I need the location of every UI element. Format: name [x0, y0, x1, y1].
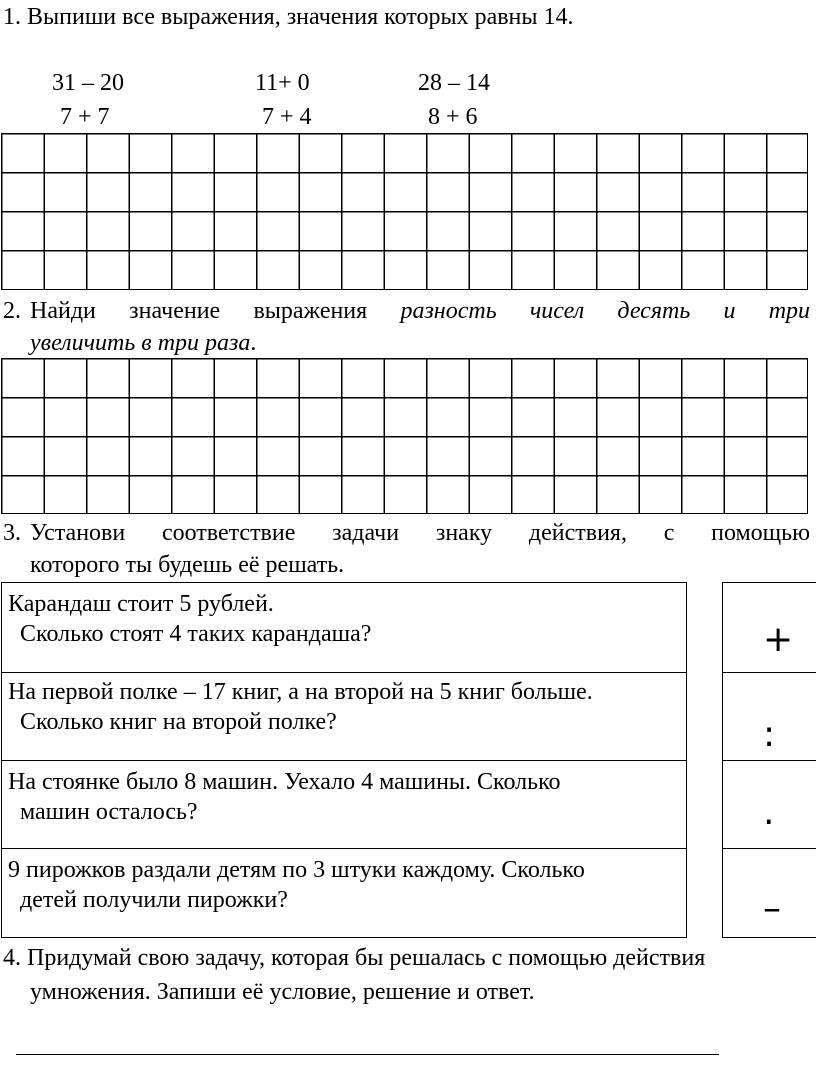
- task4-text: Придумай свою задачу, которая бы решалась с помощью действия: [27, 945, 706, 971]
- problem-row[interactable]: [2, 672, 686, 760]
- problem-line2: Сколько книг на второй полке?: [20, 709, 337, 735]
- problem-row[interactable]: [2, 848, 686, 936]
- minus-sign: –: [763, 888, 781, 929]
- task1-number: 1.: [3, 4, 21, 30]
- task3-number: 3.: [3, 520, 21, 546]
- expression: 31 – 20: [52, 70, 124, 96]
- problem-line2: Сколько стоят 4 таких карандаша?: [20, 621, 372, 647]
- answer-grid-2[interactable]: [1, 358, 808, 514]
- word: выражения: [253, 298, 368, 324]
- task1-heading: [3, 2, 574, 32]
- multiplication-sign: ·: [763, 802, 775, 843]
- period: .: [250, 330, 257, 356]
- italic-word: десять: [617, 298, 691, 324]
- sign-cell[interactable]: [723, 760, 816, 848]
- task2-line2: [30, 328, 256, 358]
- task1-text: Выпиши все выражения, значения которых равны 14.: [27, 4, 574, 30]
- problem-line1: 9 пирожков раздали детям по 3 штуки каждому. Сколько: [8, 857, 585, 883]
- word: помощью: [711, 520, 811, 546]
- word: значение: [129, 298, 221, 324]
- problem-line1: Карандаш стоит 5 рублей.: [8, 591, 274, 617]
- word: соответствие: [161, 520, 296, 546]
- plus-sign: +: [763, 619, 794, 660]
- signs-column: [722, 582, 816, 938]
- answer-line[interactable]: [16, 1054, 719, 1055]
- word: действия,: [528, 520, 627, 546]
- expression: 11+ 0: [255, 70, 310, 96]
- task2-line1: [30, 296, 810, 326]
- italic-word: разность: [400, 298, 497, 324]
- word: Установи: [30, 520, 126, 546]
- expression: 8 + 6: [428, 104, 478, 130]
- italic-word: и: [723, 298, 736, 324]
- task3-line2: которого ты будешь её решать.: [30, 552, 345, 578]
- italic-phrase: увеличить в три раза: [30, 330, 251, 356]
- problem-line1: На стоянке было 8 машин. Уехало 4 машины. Сколько: [8, 769, 561, 795]
- word: знаку: [435, 520, 493, 546]
- word: Найди: [30, 298, 96, 324]
- word: задачи: [332, 520, 400, 546]
- problem-line1: На первой полке – 17 книг, а на второй на 5 книг больше.: [8, 679, 593, 705]
- task2-number: 2.: [3, 298, 21, 324]
- task4-line2: умножения. Запиши её условие, решение и ответ.: [30, 979, 535, 1005]
- sign-cell[interactable]: [723, 583, 816, 672]
- division-sign: :: [763, 714, 776, 755]
- sign-cell[interactable]: [723, 848, 816, 936]
- sign-cell[interactable]: [723, 672, 816, 760]
- italic-word: чисел: [529, 298, 585, 324]
- expression: 7 + 7: [60, 104, 110, 130]
- italic-word: три: [768, 298, 811, 324]
- problems-table: [1, 582, 687, 938]
- problem-row[interactable]: [2, 583, 686, 672]
- problem-line2: детей получили пирожки?: [20, 887, 288, 913]
- task3-line1: [30, 518, 810, 548]
- expression: 7 + 4: [262, 104, 312, 130]
- expression: 28 – 14: [418, 70, 490, 96]
- problem-line2: машин осталось?: [20, 799, 198, 825]
- answer-grid-1[interactable]: [1, 133, 808, 290]
- word: с: [663, 520, 675, 546]
- task4-line1: [3, 943, 705, 973]
- problem-row[interactable]: [2, 760, 686, 848]
- task4-number: 4.: [3, 945, 21, 971]
